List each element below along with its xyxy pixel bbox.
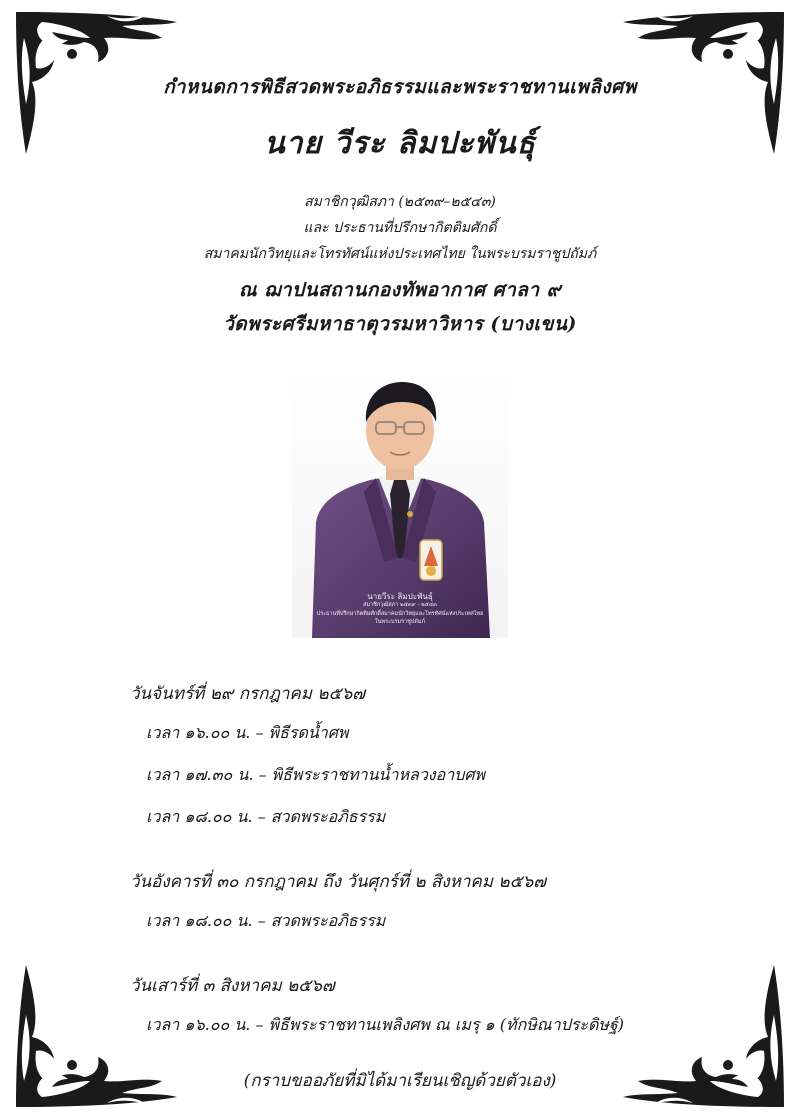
credential-line: สมาคมนักวิทยุและโทรทัศน์แห่งประเทศไทย ในพระบรมราชูปถัมภ์	[203, 246, 597, 262]
ceremony-title: กำหนดการพิธีสวดพระอภิธรรมและพระราชทานเพลิงศพ	[163, 76, 637, 98]
deceased-credentials	[0, 189, 800, 267]
portrait-caption-line: ในพระบรมราชูปถัมภ์	[375, 619, 425, 625]
schedule-day-heading: วันอังคารที่ ๓๐ กรกฎาคม ถึง วันศุกร์ที่ ๒ สิงหาคม ๒๕๖๗	[130, 872, 547, 892]
schedule-item: เวลา ๑๖.๐๐ น. – พิธีรดน้ำศพ	[146, 723, 349, 742]
schedule-item: เวลา ๑๖.๐๐ น. – พิธีพระราชทานเพลิงศพ ณ เมรุ ๑ (ทักษิณาประดิษฐ์)	[146, 1015, 624, 1034]
schedule-item: เวลา ๑๗.๓๐ น. – พิธีพระราชทานน้ำหลวงอาบศพ	[146, 765, 486, 784]
apology-note: (กราบขออภัยที่มิได้มาเรียนเชิญด้วยตัวเอง)	[243, 1071, 557, 1091]
schedule-day	[130, 680, 750, 830]
credential-line: สมาชิกวุฒิสภา (๒๕๓๙–๒๕๔๓)	[304, 194, 496, 210]
portrait-caption-name: นายวีระ ลิมปะพันธุ์	[367, 592, 433, 601]
venue-line: วัดพระศรีมหาธาตุวรมหาวิหาร (บางเขน)	[223, 313, 577, 335]
ceremony-schedule	[130, 680, 750, 1076]
schedule-item: เวลา ๑๘.๐๐ น. – สวดพระอภิธรรม	[146, 911, 386, 930]
schedule-day-heading: วันเสาร์ที่ ๓ สิงหาคม ๒๕๖๗	[130, 976, 335, 996]
portrait-caption-line: สมาชิกวุฒิสภา ๒๕๓๙ - ๒๕๔๓	[363, 602, 437, 608]
deceased-name: นาย วีระ ลิมปะพันธุ์	[264, 126, 536, 161]
schedule-day	[130, 972, 750, 1038]
portrait-caption-line: ประธานที่ปรึกษากิตติมศักดิ์สมาคมนักวิทยุและโทรทัศน์แห่งประเทศไทย	[316, 611, 484, 617]
schedule-day	[130, 868, 750, 934]
announcement-header	[0, 72, 800, 341]
venue	[0, 273, 800, 341]
portrait-photo	[292, 372, 508, 638]
schedule-day-heading: วันจันทร์ที่ ๒๙ กรกฎาคม ๒๕๖๗	[130, 684, 366, 704]
venue-line: ณ ฌาปนสถานกองทัพอากาศ ศาลา ๙	[238, 279, 562, 301]
schedule-item: เวลา ๑๘.๐๐ น. – สวดพระอภิธรรม	[146, 807, 386, 826]
credential-line: และ ประธานที่ปรึกษากิตติมศักดิ์	[303, 220, 497, 236]
